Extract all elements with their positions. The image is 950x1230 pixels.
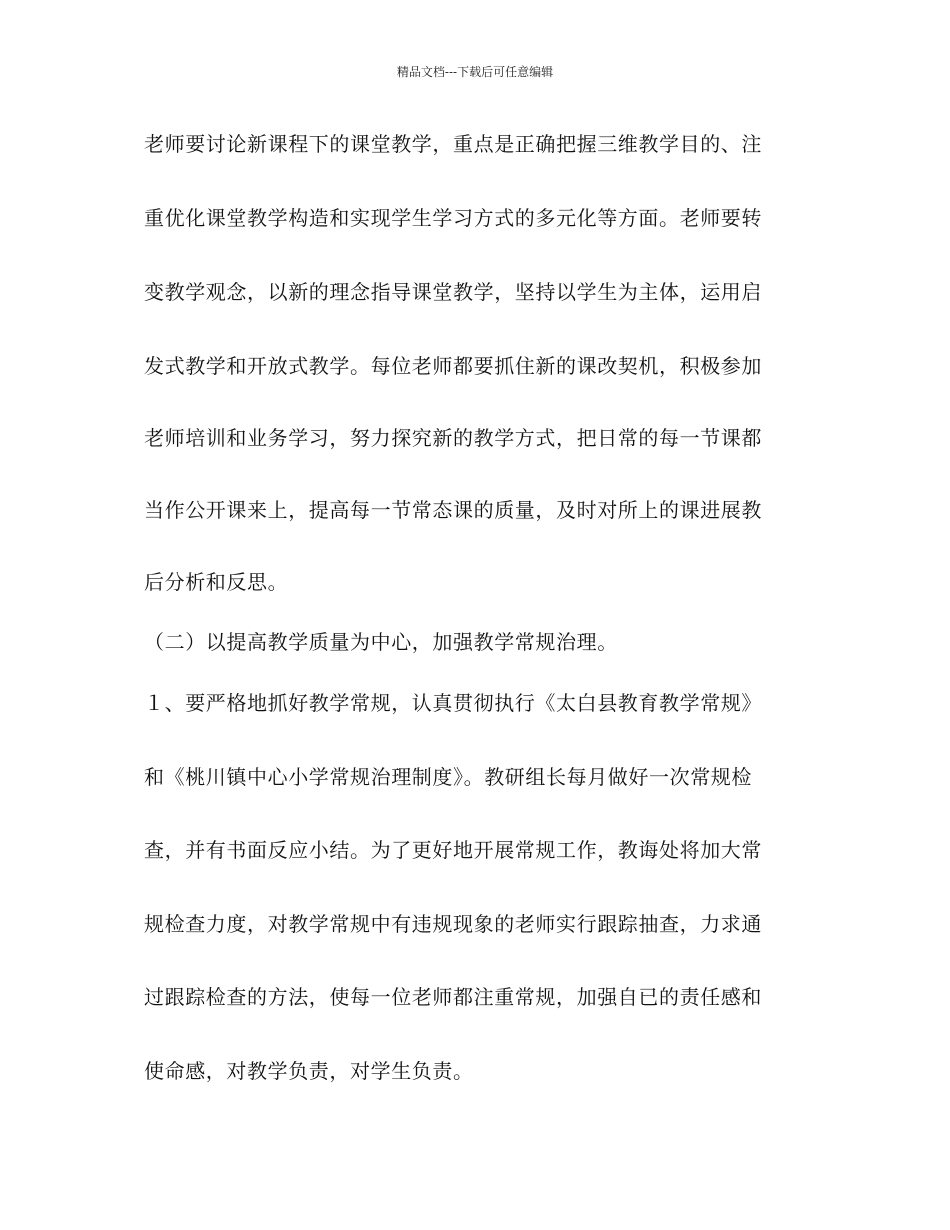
body-line: 使命感，对教学负责，对学生负责。 [144, 1059, 474, 1083]
section-heading: （二）以提高教学质量为中心，加强教学常规治理。 [144, 630, 618, 654]
body-line: 老师培训和业务学习，努力探究新的教学方式，把日常的每一节课都 [144, 426, 762, 450]
body-line: 查，并有书面反应小结。为了更好地开展常规工作，教诲处将加大常 [144, 838, 762, 862]
body-line: 规检查力度，对教学常规中有违规现象的老师实行跟踪抽查，力求通 [144, 912, 762, 936]
body-line: 过跟踪检查的方法，使每一位老师都注重常规，加强自已的责任感和 [144, 985, 762, 1009]
body-line: １、要严格地抓好教学常规，认真贯彻执行《太白县教育教学常规》 [144, 691, 762, 715]
body-line: 老师要讨论新课程下的课堂教学，重点是正确把握三维教学目的、注 [144, 132, 762, 156]
body-line: 和《桃川镇中心小学常规治理制度》。教研组长每月做好一次常规检 [144, 765, 752, 789]
body-line: 当作公开课来上，提高每一节常态课的质量，及时对所上的课进展教 [144, 498, 762, 522]
body-line: 变教学观念，以新的理念指导课堂教学，坚持以学生为主体，运用启 [144, 280, 762, 304]
body-line: 重优化课堂教学构造和实现学生学习方式的多元化等方面。老师要转 [144, 206, 762, 230]
body-line: 后分析和反思。 [144, 570, 289, 594]
body-line: 发式教学和开放式教学。每位老师都要抓住新的课改契机，积极参加 [144, 354, 762, 378]
page-header: 精品文档---下载后可任意编辑 [396, 65, 554, 79]
